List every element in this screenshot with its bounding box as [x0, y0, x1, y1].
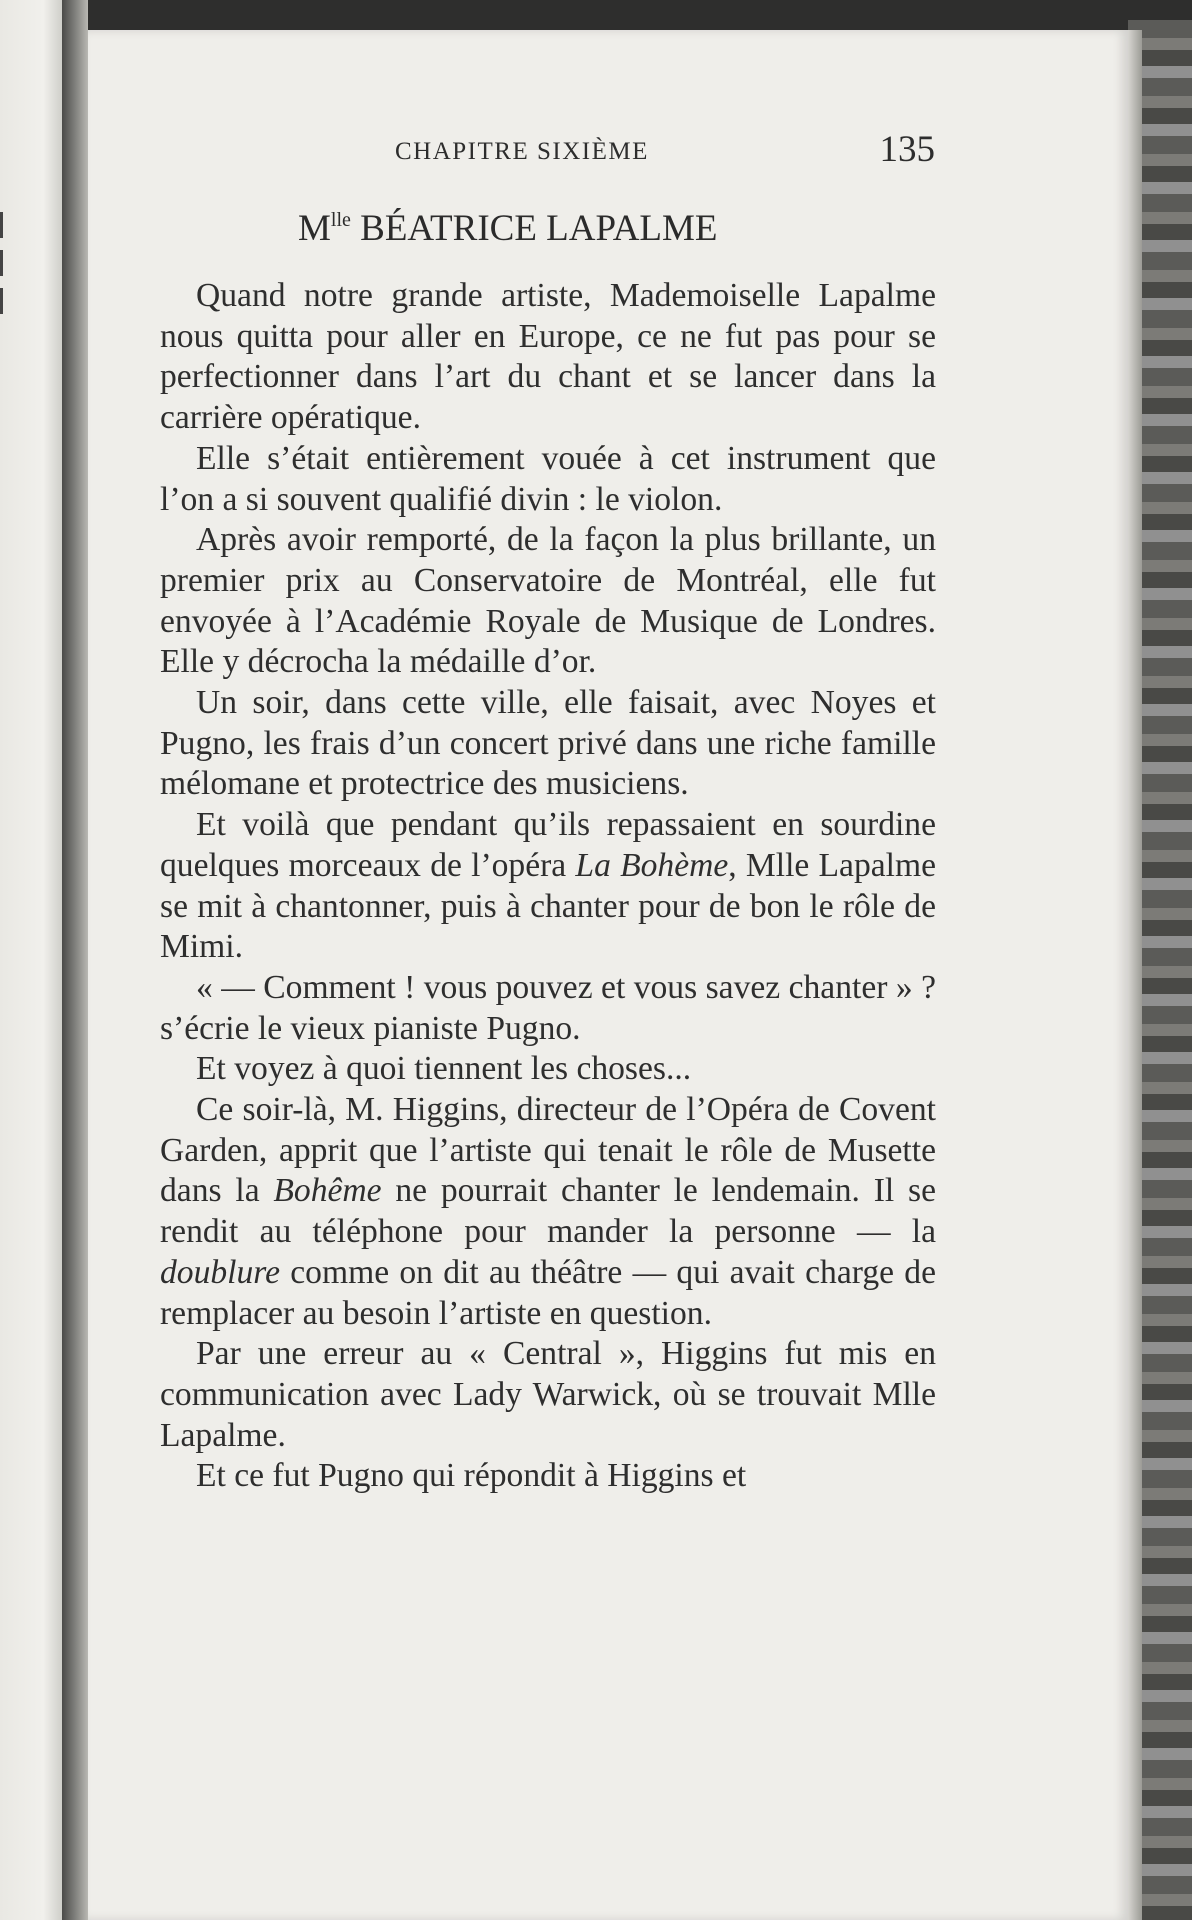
text-run: Et voilà que pendant qu’ils repassaient en sourdine quelques morceaux de l’opéra — [160, 806, 936, 884]
paragraph — [160, 276, 936, 439]
page-number: 135 — [879, 129, 935, 170]
text-run: Quand notre grande artiste, Mademoiselle Lapalme nous quitta pour aller en Europe, ce ne fut pas pour se perfectionner dans l’art du chant et se lancer dans la carrière opératique. — [160, 277, 936, 437]
text-run: Elle s’était entièrement vouée à cet instrument que l’on a si souvent qualifié divin : le violon. — [160, 439, 936, 518]
italic-text: La Bohème — [575, 846, 729, 884]
text-run: , Mlle Lapalme se mit à chantonner, puis à chanter pour de bon le rôle de Mimi. — [160, 846, 936, 966]
paragraph — [160, 1090, 936, 1334]
title-name: BÉATRICE LAPALME — [360, 208, 718, 249]
text-run: Et voyez à quoi tiennent les choses... — [196, 1050, 692, 1088]
text-run: « — Comment ! vous pouvez et vous savez chanter » ? s’écrie le vieux pianiste Pugno. — [160, 968, 936, 1047]
paragraph — [160, 1456, 936, 1497]
book-background-top — [88, 0, 1192, 30]
page-header — [395, 130, 935, 174]
text-run: Un soir, dans cette ville, elle faisait, avec Noyes et Pugno, les frais d’un concert privé dans une riche famille mélomane et protectrice des musiciens. — [160, 684, 936, 803]
paragraph — [160, 805, 936, 968]
paragraph — [160, 1334, 936, 1456]
paragraph — [160, 968, 936, 1049]
paragraph — [160, 683, 936, 805]
paragraph — [160, 520, 936, 683]
facing-page-edge — [0, 0, 62, 1920]
italic-text: Bohême — [273, 1172, 382, 1210]
text-run: Ce soir-là, M. Higgins, directeur de l’Opéra de Covent Garden, apprit que l’artiste qui tenait le rôle de Musette dans la — [160, 1091, 936, 1210]
title-prefix: M — [298, 208, 331, 249]
section-title — [298, 207, 718, 250]
facing-page-text-fragments — [0, 200, 10, 360]
text-run: Par une erreur au « Central », Higgins fut mis en communication avec Lady Warwick, où se trouvait Mlle Lapalme. — [160, 1335, 936, 1454]
text-run: ne pourrait chanter le lendemain. Il se rendit au téléphone pour mander la personne — la — [160, 1172, 936, 1251]
book-gutter — [62, 0, 88, 1920]
text-run: Et ce fut Pugno qui répondit à Higgins et — [196, 1457, 747, 1495]
body-text — [160, 276, 936, 1497]
text-run: Après avoir remporté, de la façon la plus brillante, un premier prix au Conservatoire de Montréal, elle fut envoyée à l’Académie Royale de Musique de Londres. Elle y décrocha la médaille d’or. — [160, 521, 936, 681]
text-run: comme on dit au théâtre — qui avait charge de remplacer au besoin l’artiste en question. — [160, 1253, 936, 1332]
page-edge-shadow — [1128, 30, 1142, 1920]
title-superscript: lle — [330, 209, 351, 231]
running-head: CHAPITRE SIXIÈME — [395, 138, 649, 165]
paragraph — [160, 439, 936, 520]
paragraph — [160, 1049, 936, 1090]
italic-text: doublure — [160, 1253, 280, 1291]
